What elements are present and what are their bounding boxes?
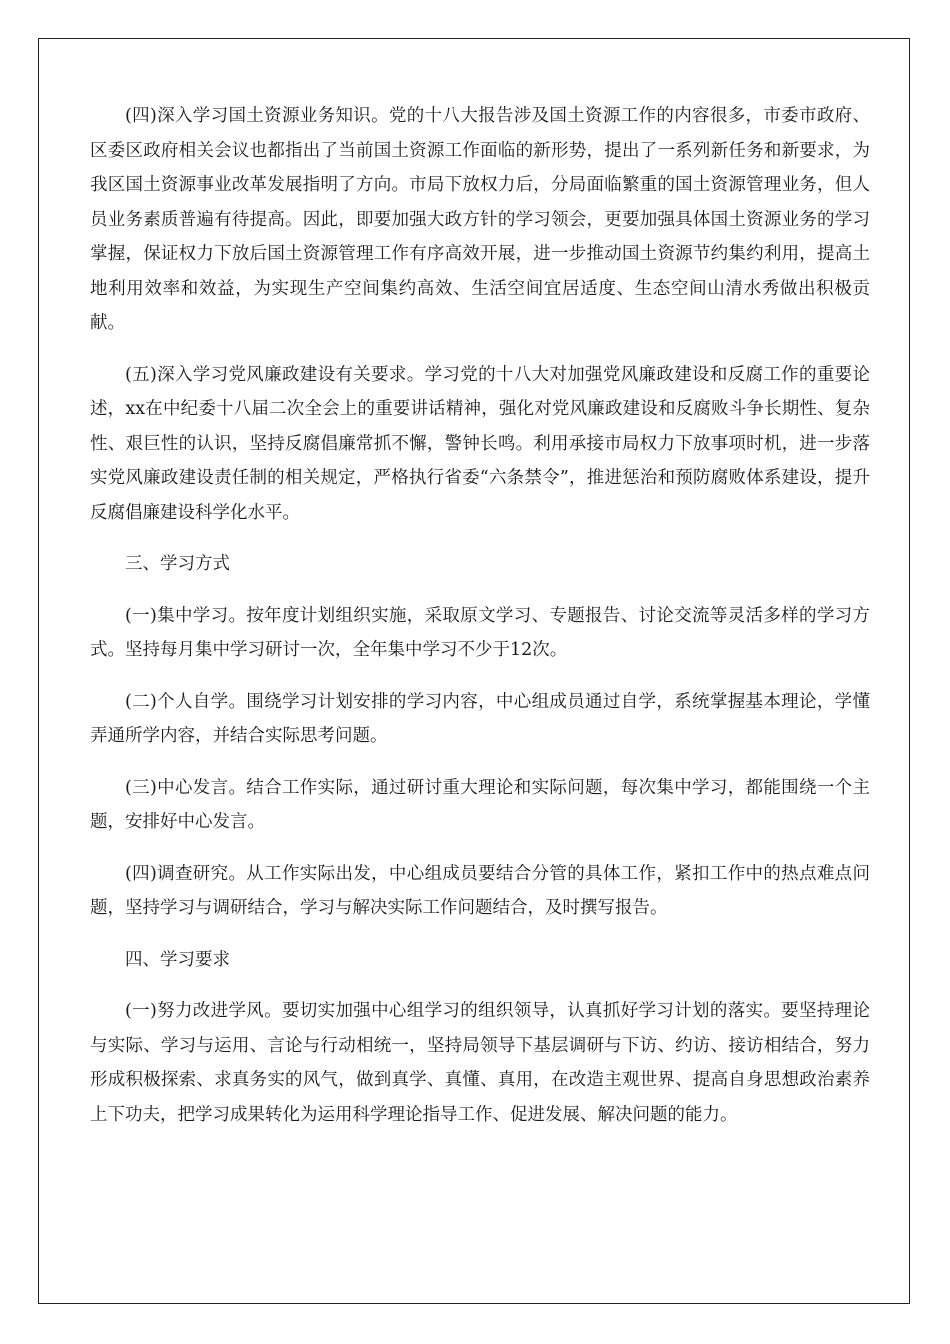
paragraph-study-land-resources: (四)深入学习国土资源业务知识。党的十八大报告涉及国土资源工作的内容很多，市委市政府、区委区政府相关会议也都指出了当前国土资源工作面临的新形势，提出了一系列新任务和新要求，为我区国土资源事业改革发展指明了方向。市局下放权力后，分局面临繁重的国土资源管理业务，但人员业务素质普遍有待提高。因此，即要加强大政方针的学习领会，更要加强具体国土资源业务的学习掌握，保证权力下放后国土资源管理工作有序高效开展，进一步推动国土资源节约集约利用，提高土地利用效率和效益，为实现生产空间集约高效、生活空间宜居适度、生态空间山清水秀做出积极贡献。 <box>90 106 870 333</box>
paragraph-study-integrity: (五)深入学习党风廉政建设有关要求。学习党的十八大对加强党风廉政建设和反腐工作的重要论述，xx在中纪委十八届二次全会上的重要讲话精神，强化对党风廉政建设和反腐败斗争长期性、复杂性、艰巨性的认识，坚持反腐倡廉常抓不懈，警钟长鸣。利用承接市局权力下放事项时机，进一步落实党风廉政建设责任制的相关规定，严格执行省委“六条禁令”，推进惩治和预防腐败体系建设，提升反腐倡廉建设科学化水平。 <box>90 364 870 523</box>
document-body <box>90 99 870 1149</box>
paragraph-central-speech: (三)中心发言。结合工作实际，通过研讨重大理论和实际问题，每次集中学习，都能围绕一个主题，安排好中心发言。 <box>90 777 870 832</box>
paragraph-centralized-study: (一)集中学习。按年度计划组织实施，采取原文学习、专题报告、讨论交流等灵活多样的学习方式。坚持每月集中学习研讨一次，全年集中学习不少于12次。 <box>90 605 870 660</box>
section-heading-study-methods: 三、学习方式 <box>125 554 230 574</box>
section-heading-study-requirements: 四、学习要求 <box>125 949 230 970</box>
paragraph-improve-style: (一)努力改进学风。要切实加强中心组学习的组织领导，认真抓好学习计划的落实。要坚持理论与实际、学习与运用、言论与行动相统一，坚持局领导下基层调研与下访、约访、接访相结合，努力形成积极探索、求真务实的风气，做到真学、真懂、真用，在改造主观世界、提高自身思想政治素养上下功夫，把学习成果转化为运用科学理论指导工作、促进发展、解决问题的能力。 <box>90 1001 870 1125</box>
paragraph-self-study: (二)个人自学。围绕学习计划安排的学习内容，中心组成员通过自学，系统掌握基本理论，学懂弄通所学内容，并结合实际思考问题。 <box>90 691 870 746</box>
paragraph-investigation: (四)调查研究。从工作实际出发，中心组成员要结合分管的具体工作，紧扣工作中的热点难点问题，坚持学习与调研结合，学习与解决实际工作问题结合，及时撰写报告。 <box>90 863 870 918</box>
